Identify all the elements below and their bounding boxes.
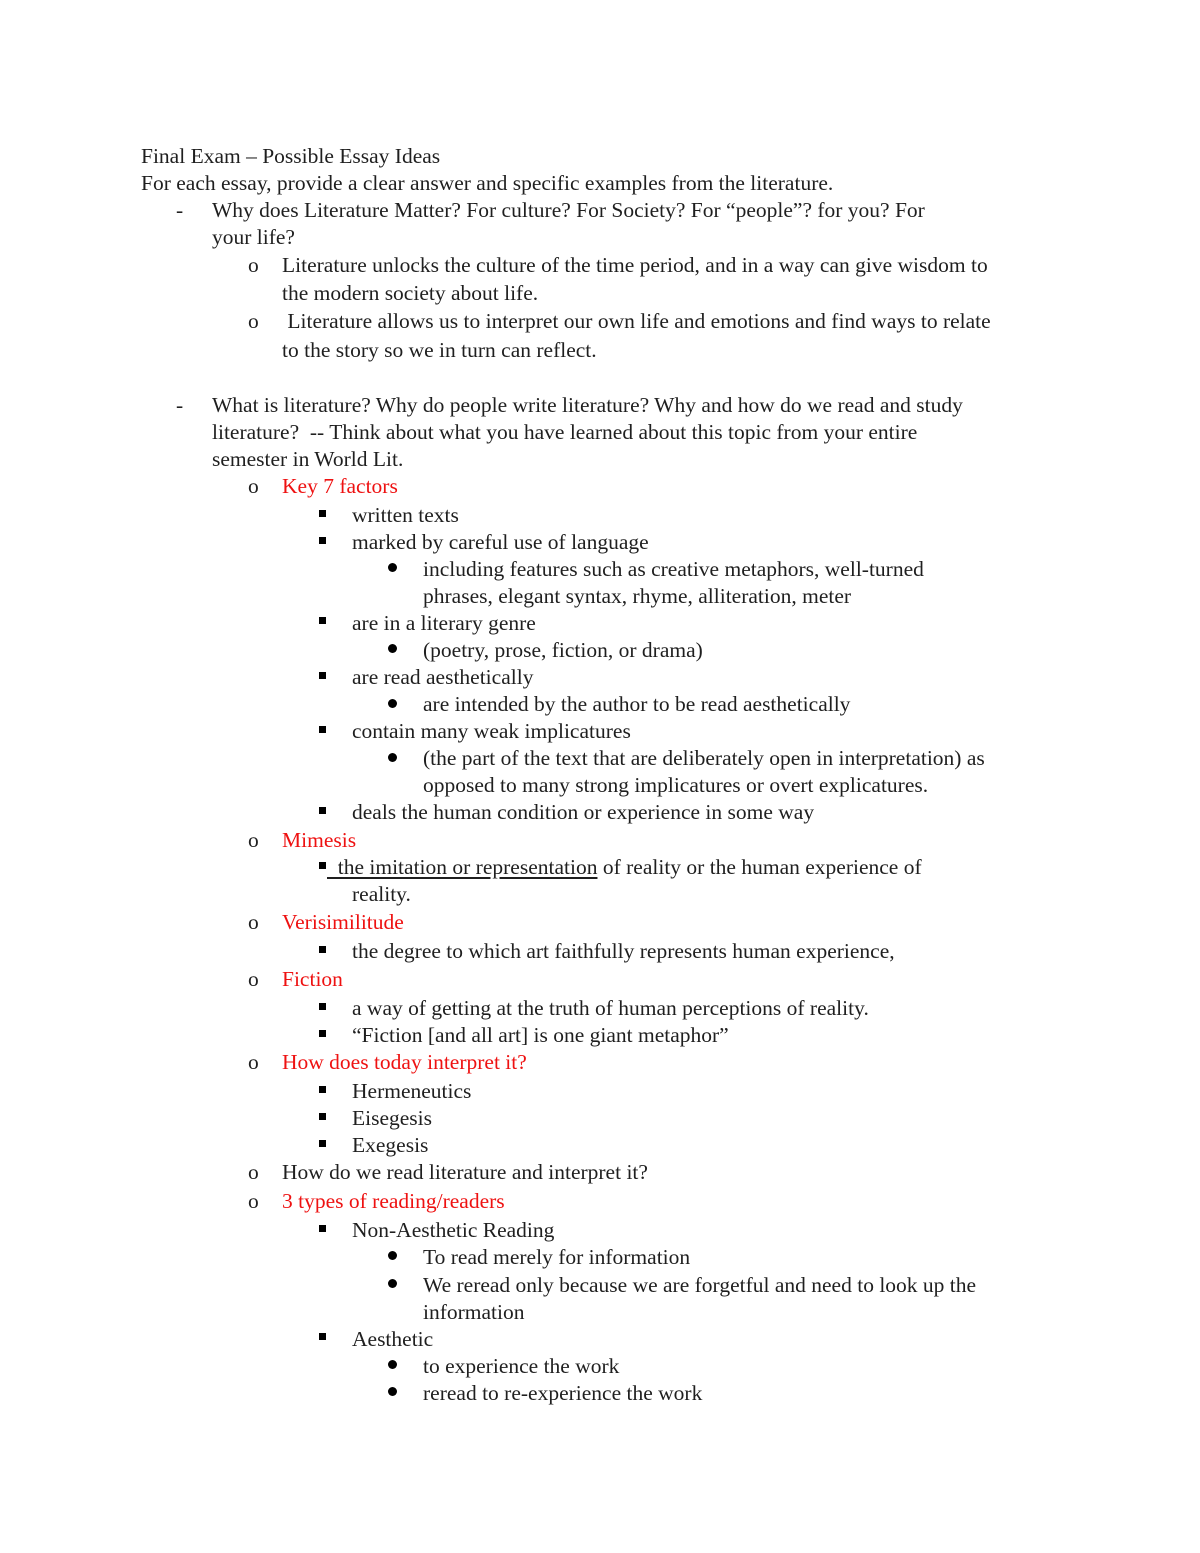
round-bullet-icon [388, 1279, 397, 1288]
round-bullet-icon [388, 699, 397, 708]
circle-bullet: o [248, 1050, 259, 1074]
interpret-point-2: Eisegesis [352, 1106, 433, 1130]
fiction-point-2: “Fiction [and all art] is one giant metaphor” [352, 1023, 729, 1047]
square-bullet-icon [319, 1030, 326, 1037]
square-bullet-icon [319, 617, 326, 624]
reading-types-heading: 3 types of reading/readers [282, 1189, 505, 1213]
factor-4: are read aesthetically [352, 665, 534, 689]
answer-1-line-1: Literature unlocks the culture of the time period, and in a way can give wisdom to [282, 253, 988, 277]
factor-3: are in a literary genre [352, 611, 536, 635]
square-bullet-icon [319, 1140, 326, 1147]
round-bullet-icon [388, 1360, 397, 1369]
round-bullet-icon [388, 1251, 397, 1260]
non-aesthetic-reading: Non-Aesthetic Reading [352, 1218, 555, 1242]
square-bullet-icon [319, 1333, 326, 1340]
factor-1: written texts [352, 503, 459, 527]
question-1-line-1: Why does Literature Matter? For culture? For Society? For “people”? for you? For [212, 198, 925, 222]
circle-bullet: o [248, 1160, 259, 1184]
fiction-point-1: a way of getting at the truth of human perceptions of reality. [352, 996, 869, 1020]
round-bullet-icon [388, 1387, 397, 1396]
factor-5-detail-line-1: (the part of the text that are deliberately open in interpretation) as [423, 746, 985, 770]
non-aesthetic-point-1: To read merely for information [423, 1245, 691, 1269]
mimesis-heading: Mimesis [282, 828, 357, 852]
question-1-line-2: your life? [212, 225, 295, 249]
circle-bullet: o [248, 910, 259, 934]
factor-5-detail-line-2: opposed to many strong implicatures or overt explicatures. [423, 773, 929, 797]
aesthetic-point-1: to experience the work [423, 1354, 620, 1378]
question-2-line-2: literature? -- Think about what you have learned about this topic from your entire [212, 420, 918, 444]
intro-text: For each essay, provide a clear answer and specific examples from the literature. [141, 171, 834, 195]
square-bullet-icon [319, 1113, 326, 1120]
question-2-line-1: What is literature? Why do people write literature? Why and how do we read and study [212, 393, 963, 417]
answer-2-line-1: Literature allows us to interpret our own life and emotions and find ways to relate [282, 309, 991, 333]
interpret-heading: How does today interpret it? [282, 1050, 527, 1074]
factor-4-detail: are intended by the author to be read aesthetically [423, 692, 851, 716]
dash-bullet: - [176, 198, 184, 222]
aesthetic-reading: Aesthetic [352, 1327, 434, 1351]
square-bullet-icon [319, 1086, 326, 1093]
mimesis-definition-rest: of reality or the human experience of [597, 855, 922, 879]
question-2-line-3: semester in World Lit. [212, 447, 404, 471]
mimesis-definition-line-2: reality. [352, 882, 411, 906]
mimesis-definition-underlined: the imitation or representation [327, 855, 598, 879]
mimesis-definition [327, 857, 922, 879]
round-bullet-icon [388, 563, 397, 572]
round-bullet-icon [388, 644, 397, 653]
non-aesthetic-point-2-line-2: information [423, 1300, 525, 1324]
square-bullet-icon [319, 1225, 326, 1232]
answer-1-line-2: the modern society about life. [282, 281, 539, 305]
non-aesthetic-point-2-line-1: We reread only because we are forgetful and need to look up the [423, 1273, 977, 1297]
square-bullet-icon [319, 862, 326, 869]
round-bullet-icon [388, 753, 397, 762]
verisimilitude-definition: the degree to which art faithfully represents human experience, [352, 939, 895, 963]
circle-bullet: o [248, 309, 259, 333]
factor-6: deals the human condition or experience in some way [352, 800, 815, 824]
interpret-point-3: Exegesis [352, 1133, 429, 1157]
square-bullet-icon [319, 510, 326, 517]
circle-bullet: o [248, 253, 259, 277]
verisimilitude-heading: Verisimilitude [282, 910, 404, 934]
factor-2-detail-line-2: phrases, elegant syntax, rhyme, alliteration, meter [423, 584, 852, 608]
factor-3-detail: (poetry, prose, fiction, or drama) [423, 638, 703, 662]
document-title: Final Exam – Possible Essay Ideas [141, 144, 441, 168]
key-factors-heading: Key 7 factors [282, 474, 398, 498]
square-bullet-icon [319, 672, 326, 679]
factor-2-detail-line-1: including features such as creative metaphors, well-turned [423, 557, 924, 581]
answer-2-line-2: to the story so we in turn can reflect. [282, 338, 597, 362]
read-question: How do we read literature and interpret it? [282, 1160, 648, 1184]
circle-bullet: o [248, 967, 259, 991]
square-bullet-icon [319, 946, 326, 953]
square-bullet-icon [319, 807, 326, 814]
circle-bullet: o [248, 828, 259, 852]
circle-bullet: o [248, 474, 259, 498]
square-bullet-icon [319, 537, 326, 544]
square-bullet-icon [319, 726, 326, 733]
aesthetic-point-2: reread to re-experience the work [423, 1381, 703, 1405]
square-bullet-icon [319, 1003, 326, 1010]
dash-bullet: - [176, 393, 184, 417]
fiction-heading: Fiction [282, 967, 343, 991]
circle-bullet: o [248, 1189, 259, 1213]
factor-2: marked by careful use of language [352, 530, 649, 554]
factor-5: contain many weak implicatures [352, 719, 631, 743]
interpret-point-1: Hermeneutics [352, 1079, 472, 1103]
